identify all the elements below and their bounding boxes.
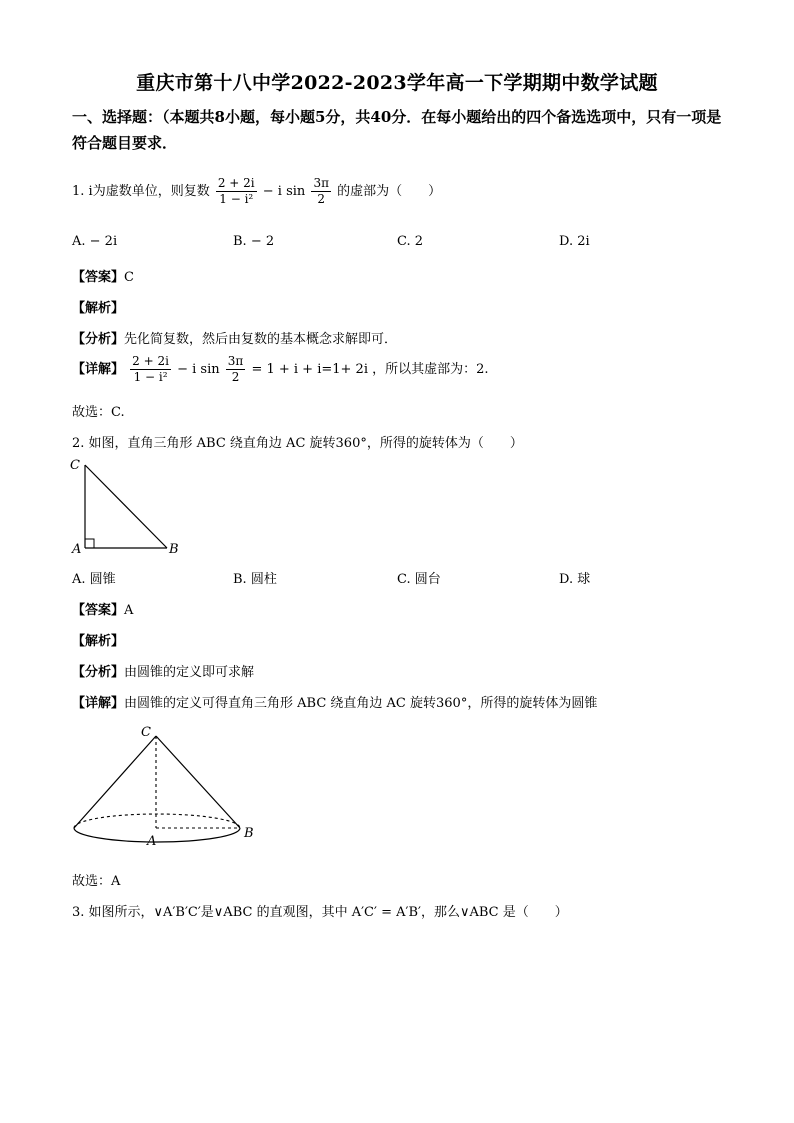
- triangle-label-a: A: [72, 542, 82, 557]
- analysis-label: 【解析】: [72, 301, 125, 316]
- q1-option-b: B. − 2: [233, 234, 275, 249]
- detail-label: 【详解】: [72, 362, 125, 377]
- detail-text: 由圆锥的定义可得直角三角形 ABC 绕直角边 AC 旋转360°，所得的旋转体为圆锥: [124, 696, 598, 711]
- question-2: 2. 如图，直角三角形 ABC 绕直角边 AC 旋转360°，所得的旋转体为（ ）: [72, 436, 523, 451]
- cone-label-b: B: [244, 826, 254, 841]
- q1-detail: [72, 354, 489, 385]
- detail-frac1-denominator: 1 − i²: [133, 370, 168, 384]
- q2-option-a: A. 圆锥: [72, 572, 116, 587]
- analysis-label: 【解析】: [72, 634, 125, 649]
- q1-mid: − i sin: [262, 184, 306, 199]
- section-heading: 一、选择题：（本题共8小题，每小题5分，共40分．在每小题给出的四个备选选项中，只有一项是符合题目要求．: [72, 108, 722, 152]
- q1-analysis-label: [72, 297, 124, 316]
- q1-option-a: A. − 2i: [72, 234, 118, 249]
- q1-frac2-denominator: 2: [317, 192, 326, 206]
- q1-option-c: C. 2: [397, 234, 424, 249]
- q1-prefix: 1. i为虚数单位，则复数: [72, 184, 210, 199]
- answer-label: 【答案】: [72, 270, 125, 285]
- q1-conclusion: 故选：C.: [72, 405, 125, 420]
- q1-fenxi: [72, 328, 397, 347]
- detail-label: 【详解】: [72, 696, 125, 711]
- triangle-label-c: C: [70, 458, 80, 473]
- detail-frac2-numerator: 3π: [227, 354, 244, 368]
- answer-label: 【答案】: [72, 603, 125, 618]
- q1-option-d: D. 2i: [559, 234, 590, 249]
- q2-option-b: B. 圆柱: [233, 572, 277, 587]
- triangle-label-b: B: [169, 542, 179, 557]
- detail-frac1-numerator: 2 + 2i: [132, 354, 169, 368]
- cone-label-a: A: [147, 834, 157, 849]
- q1-suffix: 的虚部为（ ）: [337, 184, 442, 199]
- q2-option-d: D. 球: [559, 572, 591, 587]
- q2-detail: [72, 692, 597, 711]
- q1-fraction-1: [216, 176, 257, 207]
- q2-fenxi: [72, 661, 254, 680]
- q1-detail-fraction-2: [226, 354, 246, 385]
- q2-option-c: C. 圆台: [397, 572, 441, 587]
- question-3: 3. 如图所示，∨A′B′C′是∨ABC 的直观图，其中 A′C′ = A′B′，那么∨ABC 是（ ）: [72, 905, 568, 920]
- q1-answer: [72, 266, 134, 285]
- q2-conclusion: 故选：A: [72, 874, 121, 889]
- q2-answer: [72, 599, 133, 618]
- fenxi-label: 【分析】: [72, 665, 125, 680]
- q1-frac2-numerator: 3π: [313, 176, 329, 190]
- cone-label-c: C: [141, 725, 151, 740]
- answer-value: C: [124, 270, 134, 285]
- fenxi-text: 由圆锥的定义即可求解: [124, 665, 255, 680]
- detail-frac2-denominator: 2: [231, 370, 240, 384]
- q1-fraction-2: [311, 176, 331, 207]
- question-1: [72, 176, 441, 207]
- q1-frac1-numerator: 2 + 2i: [217, 176, 255, 190]
- fenxi-label: 【分析】: [72, 332, 125, 347]
- fenxi-text: 先化简复数，然后由复数的基本概念求解即可．: [124, 332, 398, 347]
- q1-detail-fraction-1: [130, 354, 171, 385]
- answer-value: A: [124, 603, 134, 618]
- cone-figure: [66, 722, 266, 857]
- q2-analysis-label: [72, 630, 124, 649]
- q1-frac1-denominator: 1 − i²: [219, 192, 254, 206]
- right-triangle-figure: [64, 455, 194, 560]
- detail-rest: = 1 + i + i=1+ 2i ，所以其虚部为：2.: [251, 362, 489, 377]
- detail-mid: − i sin: [177, 362, 220, 377]
- page-title: 重庆市第十八中学2022-2023学年高一下学期期中数学试题: [136, 72, 658, 94]
